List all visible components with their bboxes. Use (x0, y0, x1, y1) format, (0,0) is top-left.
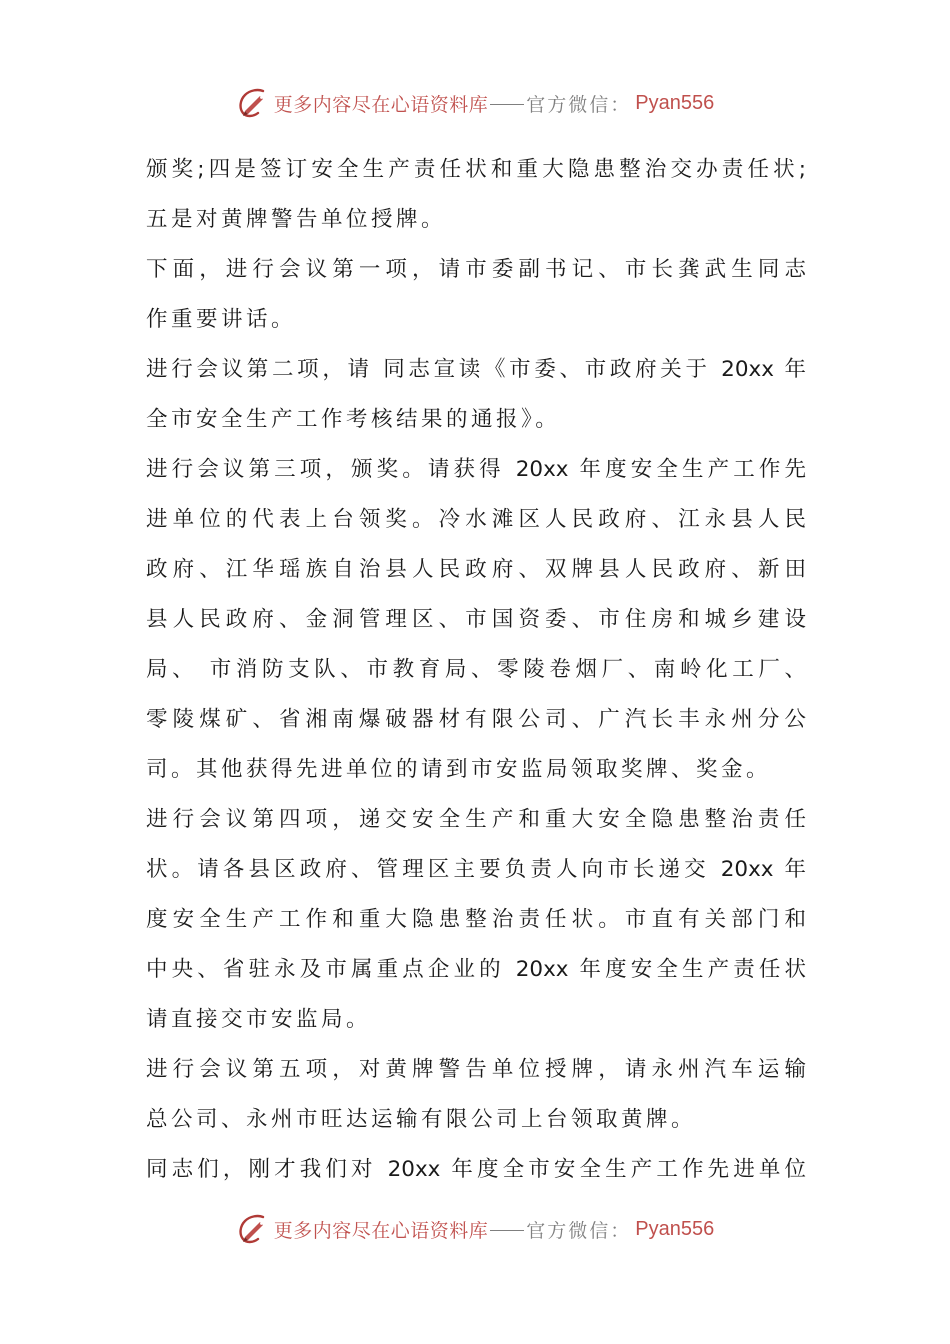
document-body (146, 145, 806, 1195)
text-line: 下面，进行会议第一项，请市委副书记、市长龚武生同志 (146, 257, 806, 282)
text-line: 政府、江华瑶族自治县人民政府、双牌县人民政府、新田 (146, 557, 806, 582)
text-line: 请直接交市安监局。 (146, 1007, 372, 1032)
header-official-label: 官方微信： (526, 93, 632, 116)
text-line: 进行会议第二项，请 同志宣读《市委、市政府关于 20xx 年 (146, 357, 806, 382)
text-line: 零陵煤矿、省湘南爆破器材有限公司、广汽长丰永州分公 (146, 707, 806, 732)
header-wechat-id: Pyan556 (635, 91, 715, 114)
footer-wechat-id: Pyan556 (635, 1217, 715, 1240)
footer-dash (490, 1230, 524, 1231)
text-line: 进行会议第三项，颁奖。请获得 20xx 年度安全生产工作先 (146, 457, 806, 482)
header-dash (490, 104, 524, 105)
pen-logo-icon (236, 1212, 270, 1246)
text-line: 县人民政府、金洞管理区、市国资委、市住房和城乡建设 (146, 607, 806, 632)
text-line: 司。其他获得先进单位的请到市安监局领取奖牌、奖金。 (146, 757, 772, 782)
text-line: 进行会议第四项，递交安全生产和重大安全隐患整治责任 (146, 807, 806, 832)
text-line: 总公司、永州市旺达运输有限公司上台领取黄牌。 (146, 1107, 697, 1132)
text-line: 作重要讲话。 (146, 307, 297, 332)
text-line: 颁奖;四是签订安全生产责任状和重大隐患整治交办责任状; (146, 157, 806, 182)
text-line: 中央、省驻永及市属重点企业的 20xx 年度安全生产责任状 (146, 957, 806, 982)
pen-logo-icon (236, 86, 270, 120)
text-line: 同志们，刚才我们对 20xx 年度全市安全生产工作先进单位 (146, 1157, 806, 1182)
footer-banner (0, 1204, 950, 1254)
footer-slogan: 更多内容尽在心语资料库 (273, 1219, 489, 1242)
text-line: 状。请各县区政府、管理区主要负责人向市长递交 20xx 年 (146, 857, 806, 882)
text-line: 进单位的代表上台领奖。冷水滩区人民政府、江永县人民 (146, 507, 806, 532)
footer-official-label: 官方微信： (526, 1219, 632, 1242)
header-slogan: 更多内容尽在心语资料库 (273, 93, 489, 116)
text-line: 度安全生产工作和重大隐患整治责任状。市直有关部门和 (146, 907, 806, 932)
header-banner (0, 78, 950, 128)
text-line: 五是对黄牌警告单位授牌。 (146, 207, 447, 232)
text-line: 局、 市消防支队、市教育局、零陵卷烟厂、南岭化工厂、 (146, 657, 806, 682)
text-line: 进行会议第五项，对黄牌警告单位授牌，请永州汽车运输 (146, 1057, 806, 1082)
text-line: 全市安全生产工作考核结果的通报》。 (146, 407, 561, 432)
